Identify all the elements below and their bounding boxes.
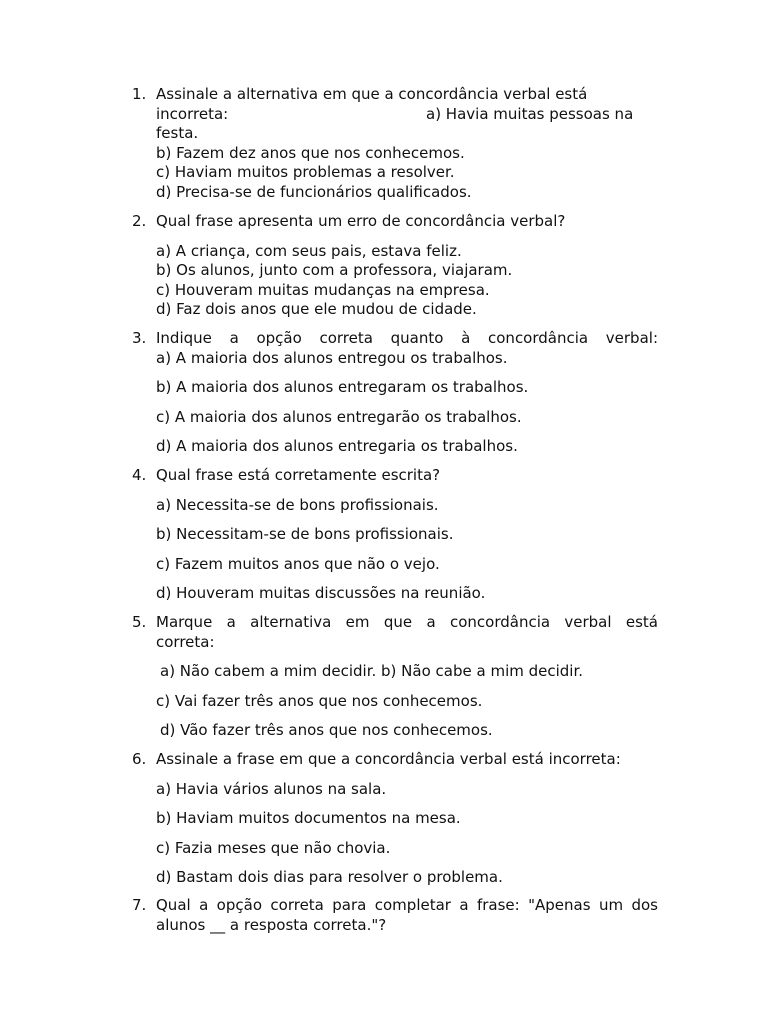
- option-c: c) Vai fazer três anos que nos conhecemos.: [156, 691, 483, 710]
- question-prompt: Indique a opção correta quanto à concordância verbal:: [156, 329, 658, 347]
- option-c: c) Fazia meses que não chovia.: [156, 838, 391, 857]
- question-3: [132, 329, 658, 457]
- option-a-b: a) Não cabem a mim decidir. b) Não cabe a mim decidir.: [160, 662, 584, 680]
- option-d: d) Houveram muitas discussões na reunião.: [156, 584, 486, 602]
- question-prompt-continued: [156, 105, 658, 125]
- option-a: a) Havia vários alunos na sala.: [156, 779, 387, 798]
- option-b: b) Os alunos, junto com a professora, viajaram.: [156, 261, 513, 279]
- question-prompt: Qual a opção correta para completar a frase: "Apenas um dos: [156, 896, 658, 914]
- option-a-continued: festa.: [156, 124, 199, 142]
- question-number: 7.: [132, 896, 147, 914]
- option-c: c) Haviam muitos problemas a resolver.: [156, 163, 455, 181]
- question-7: [132, 896, 658, 935]
- question-number: 1.: [132, 85, 147, 103]
- option-a: a) A criança, com seus pais, estava feliz.: [156, 241, 462, 260]
- option-d: d) Bastam dois dias para resolver o problema.: [156, 868, 503, 886]
- option-a: a) Havia muitas pessoas na: [426, 104, 634, 123]
- question-prompt-continued: correta:: [156, 632, 215, 651]
- question-prompt-continued: alunos __ a resposta correta."?: [156, 915, 387, 934]
- option-d: d) A maioria dos alunos entregaria os trabalhos.: [156, 437, 518, 455]
- question-prompt: Qual frase está corretamente escrita?: [156, 466, 441, 484]
- question-number: 2.: [132, 212, 147, 230]
- question-2: [132, 212, 658, 320]
- question-prompt: Marque a alternativa em que a concordância verbal está: [156, 613, 658, 631]
- option-c: c) Fazem muitos anos que não o vejo.: [156, 554, 440, 573]
- question-4: [132, 466, 658, 604]
- option-b: b) Necessitam-se de bons profissionais.: [156, 525, 454, 543]
- option-c: c) A maioria dos alunos entregarão os trabalhos.: [156, 407, 522, 426]
- option-c: c) Houveram muitas mudanças na empresa.: [156, 280, 490, 299]
- option-b: b) A maioria dos alunos entregaram os trabalhos.: [156, 378, 529, 396]
- option-b: b) Haviam muitos documentos na mesa.: [156, 809, 461, 827]
- question-prompt: Qual frase apresenta um erro de concordância verbal?: [156, 212, 566, 230]
- question-prompt: Assinale a alternativa em que a concordância verbal está: [156, 85, 588, 103]
- option-a: a) Necessita-se de bons profissionais.: [156, 495, 439, 514]
- question-5: [132, 613, 658, 741]
- question-prompt-end: incorreta:: [156, 104, 229, 123]
- option-d: d) Faz dois anos que ele mudou de cidade.: [156, 300, 477, 318]
- question-prompt: Assinale a frase em que a concordância verbal está incorreta:: [156, 750, 621, 768]
- question-number: 6.: [132, 750, 147, 768]
- question-number: 4.: [132, 466, 147, 484]
- question-number: 3.: [132, 329, 147, 347]
- question-number: 5.: [132, 613, 147, 631]
- option-a: a) A maioria dos alunos entregou os trabalhos.: [156, 348, 508, 367]
- question-1: [132, 85, 658, 202]
- option-d: d) Vão fazer três anos que nos conhecemos.: [160, 721, 493, 739]
- question-6: [132, 750, 658, 888]
- option-b: b) Fazem dez anos que nos conhecemos.: [156, 143, 465, 162]
- option-d: d) Precisa-se de funcionários qualificados.: [156, 182, 472, 201]
